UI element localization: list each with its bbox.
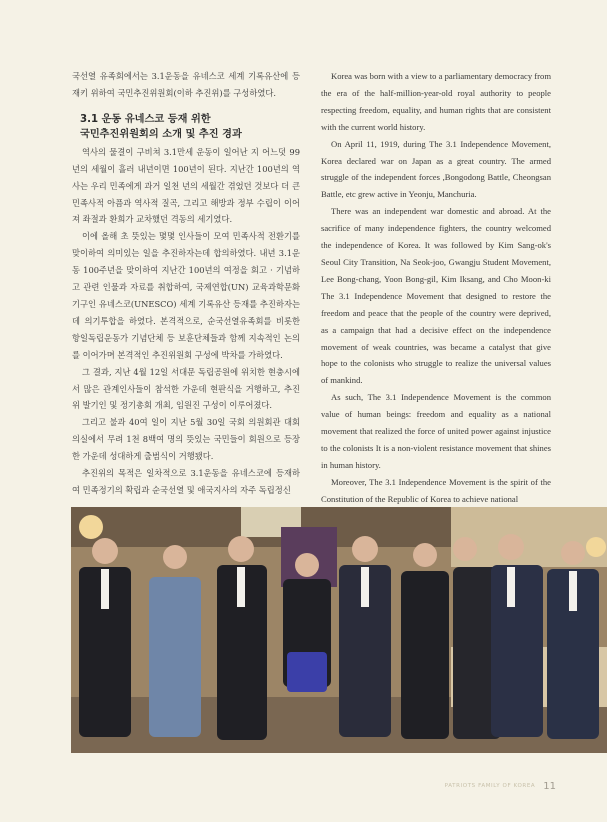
- english-text-column: [321, 68, 551, 508]
- english-paragraph-5: Moreover, The 3.1 Independence Movement is the spirit of the Constitution of the Republic of Korea to achieve national: [321, 476, 551, 504]
- group-photo: [71, 507, 607, 753]
- korean-paragraph-5: 추진위의 목적은 일차적으로 3.1운동을 유네스코에 등재하여 민족정기의 확립과 순국선열 및 애국지사의 자주 독립정신: [72, 468, 300, 495]
- group-photo-illustration: [71, 507, 607, 753]
- english-paragraph-4: As such, The 3.1 Independence Movement is the common value of human beings: freedom and equality as a national movement that realized the force of united power against injustice to the colonists It is a non-violent resistance movement that shines in human history.: [321, 392, 551, 470]
- korean-paragraph-3: 그 결과, 지난 4월 12일 서대문 독립공원에 위치한 현충시에서 많은 관계인사들이 참석한 가운데 현판식을 거행하고, 추진위 발기인 및 정기총회 개최, 임원진 구성이 이루어졌다.: [72, 366, 300, 411]
- page-footer: [430, 779, 556, 793]
- korean-text-column: [72, 68, 300, 499]
- section-heading: [80, 112, 300, 142]
- page-number: 11: [543, 780, 556, 792]
- english-paragraph-1: Korea was born with a view to a parliamentary democracy from the era of the half-million-year-old royal authority to people respecting freedom, equality, and human rights that are consistent with the current world history.: [321, 71, 552, 132]
- english-paragraph-3: There was an independent war domestic and abroad. At the sacrifice of many independence fighters, the country welcomed the independence of Korea. It was followed by Kim Sang-ok's Seoul City Transition, Na Seok-joo, Gwangju Student Movement, Lee Bong-chang, Yoon Bong-gil, Kim Iksang, and Cho Moon-ki The 3.1 Independence Movement that designed to restore the freedom and peace that the people of the country were deprived, as a campaign that had a decisive effect on the independence movement of weak countries, was became a catalyst that give hope to the colonists who struggle to realize the universal values of mankind.: [321, 206, 551, 386]
- magazine-name: PATRIOTS FAMILY OF KOREA: [444, 783, 536, 789]
- section-heading-line-2: 국민추진위원회의 소개 및 추진 경과: [80, 128, 242, 140]
- korean-paragraph-4: 그리고 불과 40여 일이 지난 5월 30일 국회 의원회관 대회의실에서 무려 1천 8백여 명의 뜻있는 국민들이 회원으로 등장한 가운데 성대하게 출범식이 거행됐다.: [72, 417, 300, 462]
- english-paragraph-2: On April 11, 1919, during The 3.1 Independence Movement, Korea declared war on Japan as a great country. The armed struggle of the independent forces ,Bongodong Battle, Cheongsan Battle, etc grew active in Yeonju, Manchuria.: [321, 138, 551, 200]
- intro-paragraph: 국선열 유족회에서는 3.1운동을 유네스코 세계 기록유산에 등재키 위하여 국민추진위원회(이하 추진위)를 구성하였다.: [72, 71, 300, 98]
- section-heading-line-1: 3.1 운동 유네스코 등재 위한: [80, 113, 211, 125]
- korean-paragraph-2: 이에 올해 초 뜻있는 몇몇 인사들이 모여 민족사적 전환기를 맞이하여 의미있는 일을 추진하자는데 합의하였다. 내년 3.1운동 100주년을 맞이하여 지난간 100년의 여정을 회고 · 기념하고 관련 인물과 자료를 취합하여, 국제연합(UN) 교육과학문화기구인 유네스코(UNESCO) 세계 기록유산 등재를 추진하자는데 의기투합을 하였다. 본격적으로, 순국선열유족회를 비롯한 항일독립운동가 기념단체 등 보훈단체들과 함께 지속적인 논의를 이어가며 본격적인 추진위원회 구성에 박차를 가하였다.: [72, 231, 300, 360]
- korean-paragraph-1: 역사의 물결이 구비쳐 3.1만세 운동이 일어난 지 어느덧 99년의 세월이 흘러 내년이면 100년이 된다. 지난간 100년의 역사는 우리 민족에게 과거 일천 년의 세월간 겪었던 것보다 더 큰 민족사적 아픔과 역사적 질곡, 그리고 해방과 정부 수립이 이어져 좌절과 환희가 교차했던 격동의 세기였다.: [72, 146, 300, 225]
